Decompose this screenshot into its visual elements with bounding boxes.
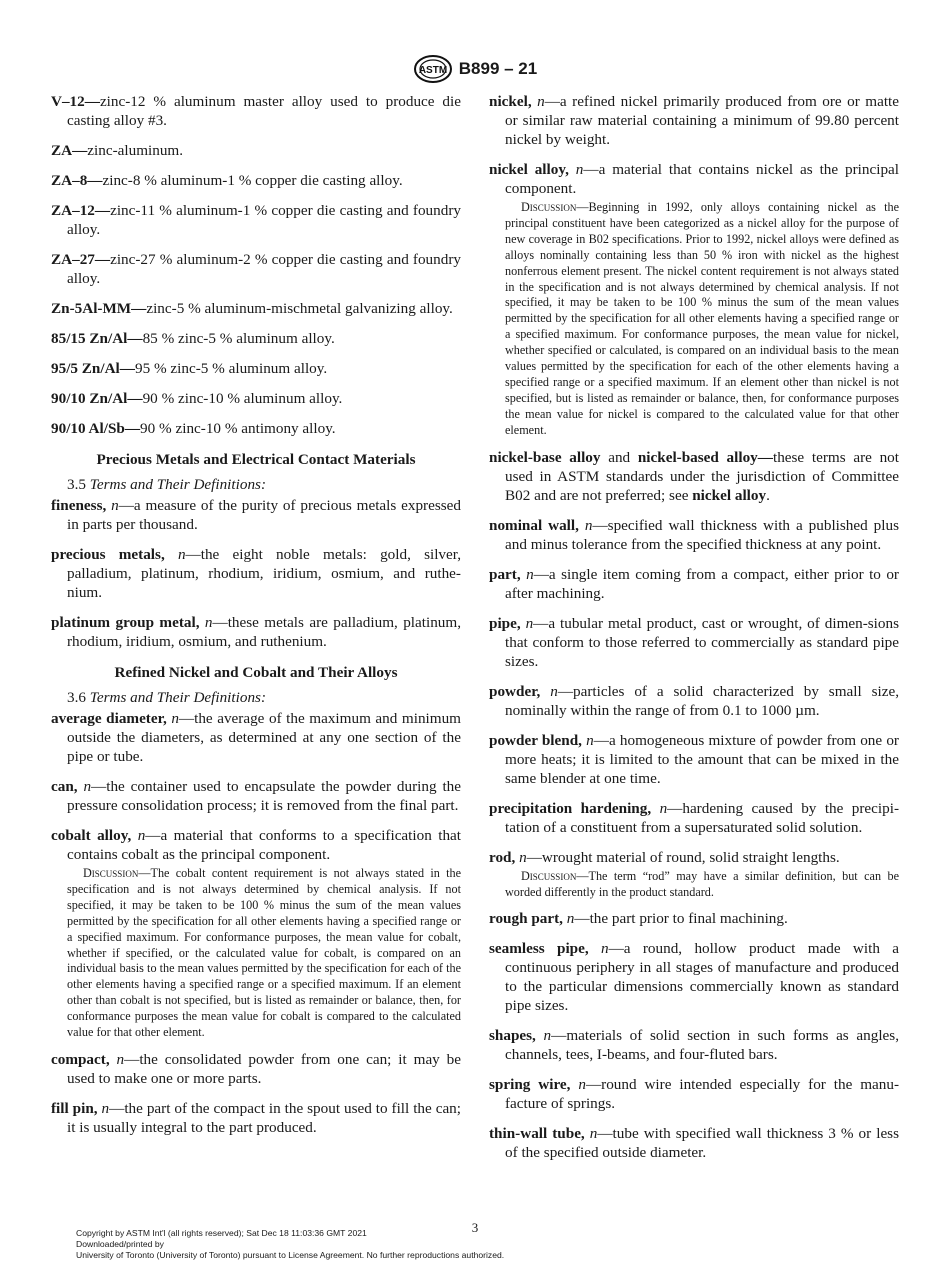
definition-entry: rod, n—wrought material of round, solid straight lengths.: [489, 848, 840, 866]
definition-entry: fill pin, n—the part of the compact in the spout used to fill the can; it is usually integral to the part produced.: [51, 1099, 461, 1136]
definition-entry: precious metals, n—the eight noble metals: gold, silver, palladium, platinum, rhodium, iridium, osmium, and ruthe-nium.: [51, 546, 461, 601]
definition-entry: rough part, n—the part prior to final machining.: [489, 910, 788, 928]
standard-designation: B899 – 21: [458, 59, 538, 78]
section-heading: Refined Nickel and Cobalt and Their Alloys: [114, 664, 398, 681]
definition-entry: spring wire, n—round wire intended especially for the manu-facture of springs.: [489, 1076, 900, 1113]
right-column: [489, 92, 899, 1173]
definition-entry: 90/10 Zn/Al—90 % zinc-10 % aluminum alloy.: [51, 390, 343, 407]
definition-entry: seamless pipe, n—a round, hollow product made with a continuous periphery in all stages of manufacture and produced to the particular dimensions commercially known as standard pipe sizes.: [489, 940, 900, 1015]
definition-entry: fineness, n—a measure of the purity of precious metals expressed in parts per thousand.: [51, 497, 462, 533]
definition-entry: nominal wall, n—specified wall thickness with a published plus and minus tolerance from the specified thickness at any point.: [489, 516, 899, 553]
definition-entry: cobalt alloy, n—a material that conforms to a specification that contains cobalt as the principal component.: [51, 827, 461, 863]
copyright-footer: [76, 1228, 504, 1261]
footer-line: Downloaded/printed by: [76, 1239, 164, 1249]
definition-entry: average diameter, n—the average of the maximum and minimum outside the diameters, as determined at any one section of the pipe or tube.: [51, 710, 461, 765]
definition-entry: nickel-base alloy and nickel-based alloy—these terms are not used in ASTM standards under the jurisdiction of Committee B02 and are not preferred; see nickel alloy.: [489, 448, 899, 504]
section-heading: Precious Metals and Electrical Contact Materials: [96, 451, 416, 468]
page-header: [0, 54, 950, 89]
definition-entry: V–12—zinc-12 % aluminum master alloy used to produce die casting alloy #3.: [51, 93, 461, 129]
definition-entry: powder, n—particles of a solid characterized by small size, nominally within the range of from 0.1 to 1000 µm.: [489, 682, 899, 719]
definition-entry: platinum group metal, n—these metals are palladium, platinum, rhodium, iridium, osmium, and ruthenium.: [51, 614, 461, 650]
definition-entry: thin-wall tube, n—tube with specified wall thickness 3 % or less of the specified outside diameter.: [489, 1125, 899, 1162]
section-number: 3.5 Terms and Their Definitions:: [67, 476, 267, 493]
footer-line: University of Toronto (University of Toronto) pursuant to License Agreement. No further reproductions authorized.: [76, 1250, 505, 1260]
definition-entry: 85/15 Zn/Al—85 % zinc-5 % aluminum alloy.: [51, 330, 335, 347]
definition-entry: ZA—zinc-aluminum.: [51, 142, 184, 159]
definition-entry: precipitation hardening, n—hardening caused by the precipi-tation of a constituent from a supersaturated solid solution.: [489, 799, 900, 836]
left-column: [51, 92, 461, 1148]
discussion-note: Discussion—The cobalt content requirement is not always stated in the specification and is not always determined by chemical analysis. If not specified, it may be taken to be 100 % minus the sum of the mean values permitted by the specification for all other elements having a specified range or a specified maximum. For conformance purposes, the mean value for cobalt, whether if specified, or the calculated value for cobalt, is compared on an individual basis to the mean values permitted by the specification for each of the other elements having a specified range or a specified maximum. If an element other than cobalt is not specified, but is listed as remainder or balance, then, for conformance purposes the mean value for cobalt is compared to the calculated value for that other element.: [67, 866, 461, 1040]
definition-entry: can, n—the container used to encapsulate the powder during the pressure consolidation process; it is removed from the final part.: [51, 778, 462, 814]
definition-entry: ZA–8—zinc-8 % aluminum-1 % copper die casting alloy.: [51, 172, 403, 189]
section-number: 3.6 Terms and Their Definitions:: [67, 689, 267, 706]
page-number: 3: [471, 1220, 479, 1235]
discussion-note: Discussion—The term “rod” may have a similar definition, but can be worded differently in the product standard.: [505, 868, 899, 899]
definition-entry: shapes, n—materials of solid section in such forms as angles, channels, tees, I-beams, and four-fluted bars.: [489, 1027, 900, 1064]
svg-text:ASTM: ASTM: [418, 65, 447, 76]
astm-logo-icon: [413, 54, 453, 84]
cross-reference: nickel alloy: [692, 486, 767, 504]
definition-entry: Zn-5Al-MM—zinc-5 % aluminum-mischmetal galvanizing alloy.: [51, 300, 453, 317]
definition-entry: nickel, n—a refined nickel primarily produced from ore or matte or similar raw material containing a minimum of 99.80 percent nickel by weight.: [489, 93, 900, 148]
discussion-note: Discussion—Beginning in 1992, only alloys containing nickel as the principal constituent have been categorized as a nickel alloy for the purpose of new coverage in B02 specifications. Prior to 1992, nickel alloys were defined as alloys nominally containing less than 50 % iron with nickel as the highest nonferrous element present. The nickel content requirement is not always stated in the specification and is not always determined by chemical analysis. If not specified, it may be taken to be 100 % minus the sum of the mean values permitted by the specification for all other elements having a specified range or a specified maximum. For conformance purposes, the mean value for nickel, whether specified or calculated, is compared on an individual basis to the mean values permitted by the specification for each of the other elements having a specified range or a specified maximum. If an element other than nickel is not specified, but is listed as remainder or balance, then, for conformance purposes the mean value for nickel is compared to the calculated value for that other element.: [505, 200, 899, 437]
footer-line: Copyright by ASTM Int'l (all rights reserved); Sat Dec 18 11:03:36 GMT 2021: [76, 1228, 367, 1238]
definition-entry: compact, n—the consolidated powder from one can; it may be used to make one or more parts.: [51, 1050, 462, 1087]
definition-entry: 95/5 Zn/Al—95 % zinc-5 % aluminum alloy.: [51, 360, 328, 377]
definition-entry: pipe, n—a tubular metal product, cast or wrought, of dimen-sions that conform to those referred to commercially as standard pipe sizes.: [489, 614, 899, 670]
definition-entry: nickel alloy, n—a material that contains nickel as the principal component.: [489, 161, 899, 197]
definition-entry: part, n—a single item coming from a compact, either prior to or after machining.: [489, 565, 899, 602]
definition-entry: ZA–12—zinc-11 % aluminum-1 % copper die casting and foundry alloy.: [51, 202, 461, 238]
definition-entry: powder blend, n—a homogeneous mixture of powder from one or more heats; it is limited to the amount that can be mixed in the same blender at one time.: [489, 731, 899, 787]
definition-entry: ZA–27—zinc-27 % aluminum-2 % copper die casting and foundry alloy.: [51, 251, 461, 287]
definition-entry: 90/10 Al/Sb—90 % zinc-10 % antimony alloy.: [51, 420, 336, 437]
